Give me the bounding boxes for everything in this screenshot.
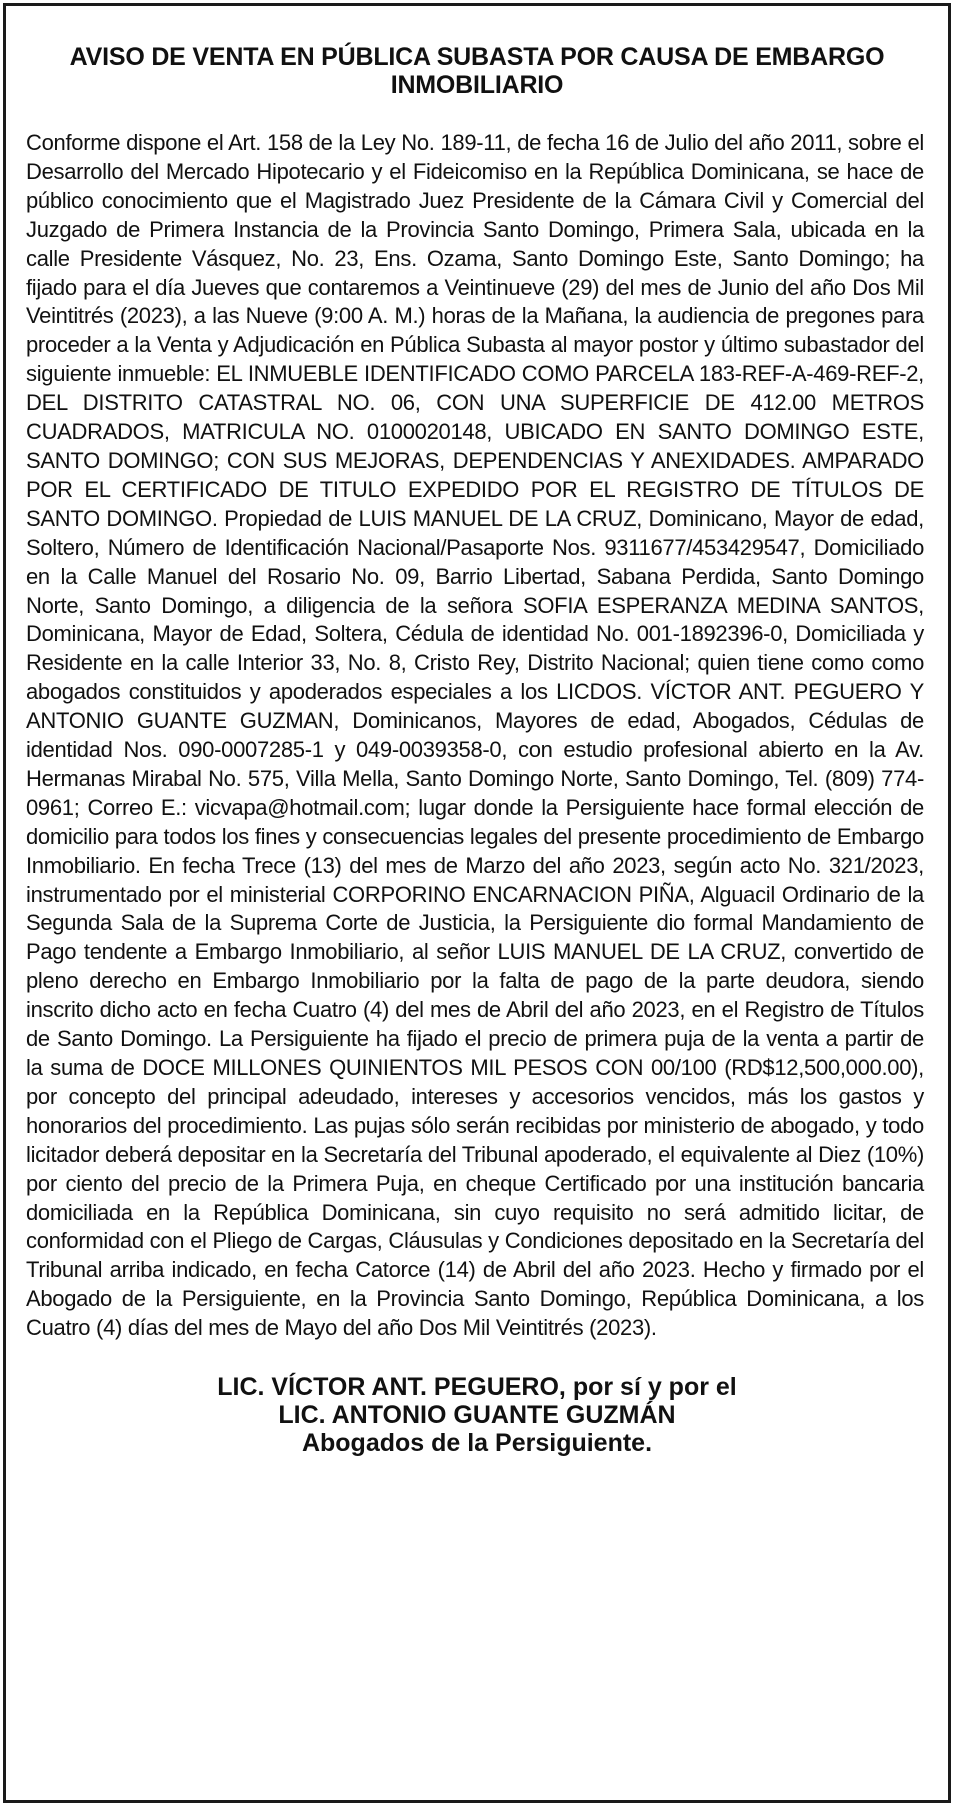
notice-body: Conforme dispone el Art. 158 de la Ley No. 189-11, de fecha 16 de Julio del año 2011, sobre el Desarrollo del Mercado Hipotecario y el Fideicomiso en la República Dominicana, se hace de público conocimiento que el Magistrado Juez Presidente de la Cámara Civil y Comercial del Juzgado de Primera Instancia de la Provincia Santo Domingo, Primera Sala, ubicada en la calle Presidente Vásquez, No. 23, Ens. Ozama, Santo Domingo Este, Santo Domingo; ha fijado para el día Jueves que contaremos a Veintinueve (29) del mes de Junio del año Dos Mil Veintitrés (2023), a las Nueve (9:00 A. M.) horas de la Mañana, la audiencia de pregones para proceder a la Venta y Adjudicación en Pública Subasta al mayor postor y último subastador del siguiente inmueble: EL INMUEBLE IDENTIFICADO COMO PARCELA 183-REF-A-469-REF-2, DEL DISTRITO CATASTRAL NO. 06, CON UNA SUPERFICIE DE 412.00 METROS CUADRADOS, MATRICULA NO. 0100020148, UBICADO EN SANTO DOMINGO ESTE, SANTO DOMINGO; CON SUS MEJORAS, DEPENDENCIAS Y ANEXIDADES. AMPARADO POR EL CERTIFICADO DE TITULO EXPEDIDO POR EL REGISTRO DE TÍTULOS DE SANTO DOMINGO. Propiedad de LUIS MANUEL DE LA CRUZ, Dominicano, Mayor de edad, Soltero, Número de Identificación Nacional/Pasaporte Nos. 9311677/453429547, Domiciliado en la Calle Manuel del Rosario No. 09, Barrio Libertad, Sabana Perdida, Santo Domingo Norte, Santo Domingo, a diligencia de la señora SOFIA ESPERANZA MEDINA SANTOS, Dominicana, Mayor de Edad, Soltera, Cédula de identidad No. 001-1892396-0, Domiciliada y Residente en la calle Interior 33, No. 8, Cristo Rey, Distrito Nacional; quien tiene como como abogados constituidos y apoderados especiales a los LICDOS. VÍCTOR ANT. PEGUERO Y ANTONIO GUANTE GUZMAN, Dominicanos, Mayores de edad, Abogados, Cédulas de identidad Nos. 090-0007285-1 y 049-0039358-0, con estudio profesional abierto en la Av. Hermanas Mirabal No. 575, Villa Mella, Santo Domingo Norte, Santo Domingo, Tel. (809) 774-0961; Correo E.: vicvapa@hotmail.com; lugar donde la Persiguiente hace formal elección de domicilio para todos los fines y consecuencias legales del presente procedimiento de Embargo Inmobiliario. En fecha Trece (13) del mes de Marzo del año 2023, según acto No. 321/2023, instrumentado por el ministerial CORPORINO ENCARNACION PIÑA, Alguacil Ordinario de la Segunda Sala de la Suprema Corte de Justicia, la Persiguiente dio formal Mandamiento de Pago tendente a Embargo Inmobiliario, al señor LUIS MANUEL DE LA CRUZ, convertido de pleno derecho en Embargo Inmobiliario por la falta de pago de la parte deudora, siendo inscrito dicho acto en fecha Cuatro (4) del mes de Abril del año 2023, en el Registro de Títulos de Santo Domingo. La Persiguiente ha fijado el precio de primera puja de la venta a partir de la suma de DOCE MILLONES QUINIENTOS MIL PESOS CON 00/100 (RD$12,500,000.00), por concepto del principal adeudado, intereses y accesorios vencidos, más los gastos y honorarios del procedimiento. Las pujas sólo serán recibidas por ministerio de abogado, y todo licitador deberá depositar en la Secretaría del Tribunal apoderado, el equivalente al Diez (10%) por ciento del precio de la Primera Puja, en cheque Certificado por una institución bancaria domiciliada en la República Dominicana, sin cuyo requisito no será admitido licitar, de conformidad con el Pliego de Cargas, Cláusulas y Condiciones depositado en la Secretaría del Tribunal arriba indicado, en fecha Catorce (14) de Abril del año 2023. Hecho y firmado por el Abogado de la Persiguiente, en la Provincia Santo Domingo, República Dominicana, a los Cuatro (4) días del mes de Mayo del año Dos Mil Veintitrés (2023). xyxy=(26,130,924,1341)
signature-line-3: Abogados de la Persiguiente. xyxy=(301,1429,653,1458)
signature-line-2: LIC. ANTONIO GUANTE GUZMÁN xyxy=(278,1401,676,1430)
signature-block xyxy=(46,1373,908,1457)
signature-line-1: LIC. VÍCTOR ANT. PEGUERO, por sí y por el xyxy=(217,1373,737,1402)
notice-title: AVISO DE VENTA EN PÚBLICA SUBASTA POR CAUSA DE EMBARGO INMOBILIARIO xyxy=(69,43,885,99)
notice-page xyxy=(3,3,951,1803)
